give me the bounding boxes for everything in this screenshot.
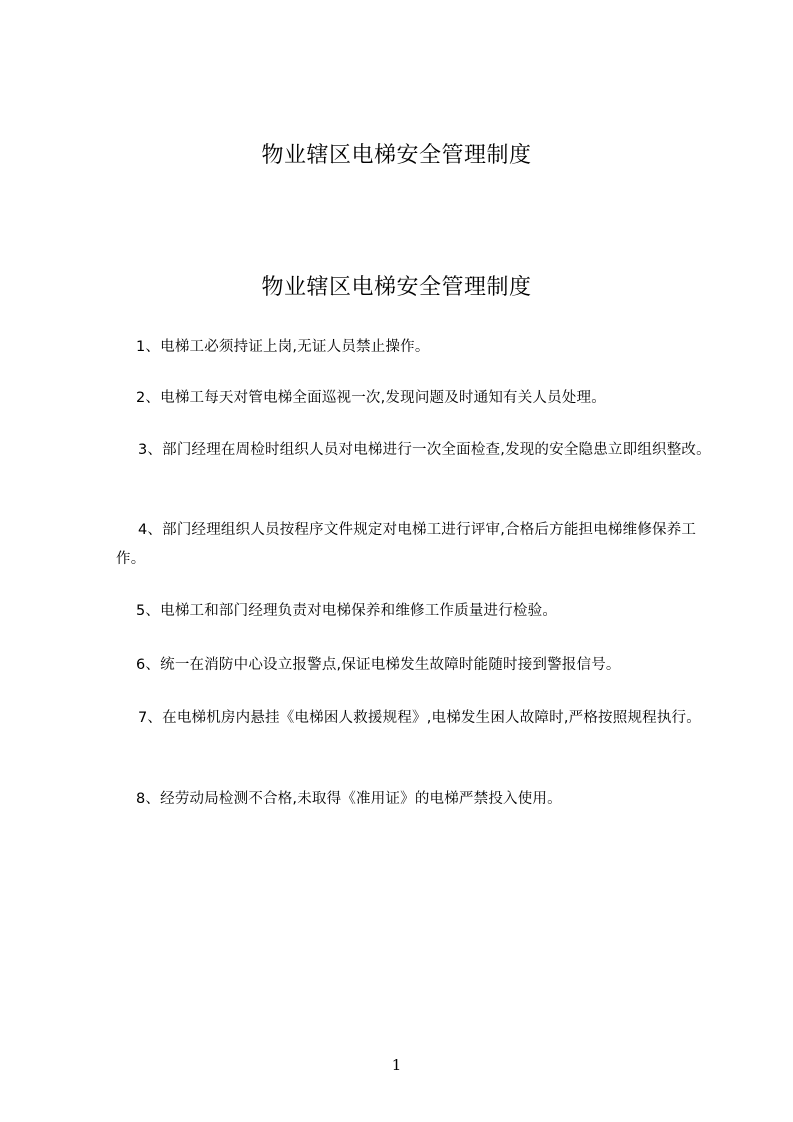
document-title: 物业辖区电梯安全管理制度 [261,275,532,300]
regulation-item-3: 3、部门经理在周检时组织人员对电梯进行一次全面检查,发现的安全隐患立即组织整改。 [138,442,711,458]
regulation-item-7: 7、在电梯机房内悬挂《电梯困人救援规程》,电梯发生困人故障时,严格按照规程执行。 [138,710,701,726]
regulation-item-4: 4、部门经理组织人员按程序文件规定对电梯工进行评审,合格后方能担电梯维修保养工作。 [116,522,697,567]
regulation-item-5: 5、电梯工和部门经理负责对电梯保养和维修工作质量进行检验。 [136,603,558,619]
regulation-item-6: 6、统一在消防中心设立报警点,保证电梯发生故障时能随时接到警报信号。 [136,657,621,673]
page-number: 1 [391,1056,402,1074]
regulation-item-8: 8、经劳动局检测不合格,未取得《准用证》的电梯严禁投入使用。 [136,791,562,807]
page-header-title: 物业辖区电梯安全管理制度 [261,143,532,168]
regulation-item-2: 2、电梯工每天对管电梯全面巡视一次,发现问题及时通知有关人员处理。 [136,390,606,406]
regulation-item-1: 1、电梯工必须持证上岗,无证人员禁止操作。 [136,339,430,355]
